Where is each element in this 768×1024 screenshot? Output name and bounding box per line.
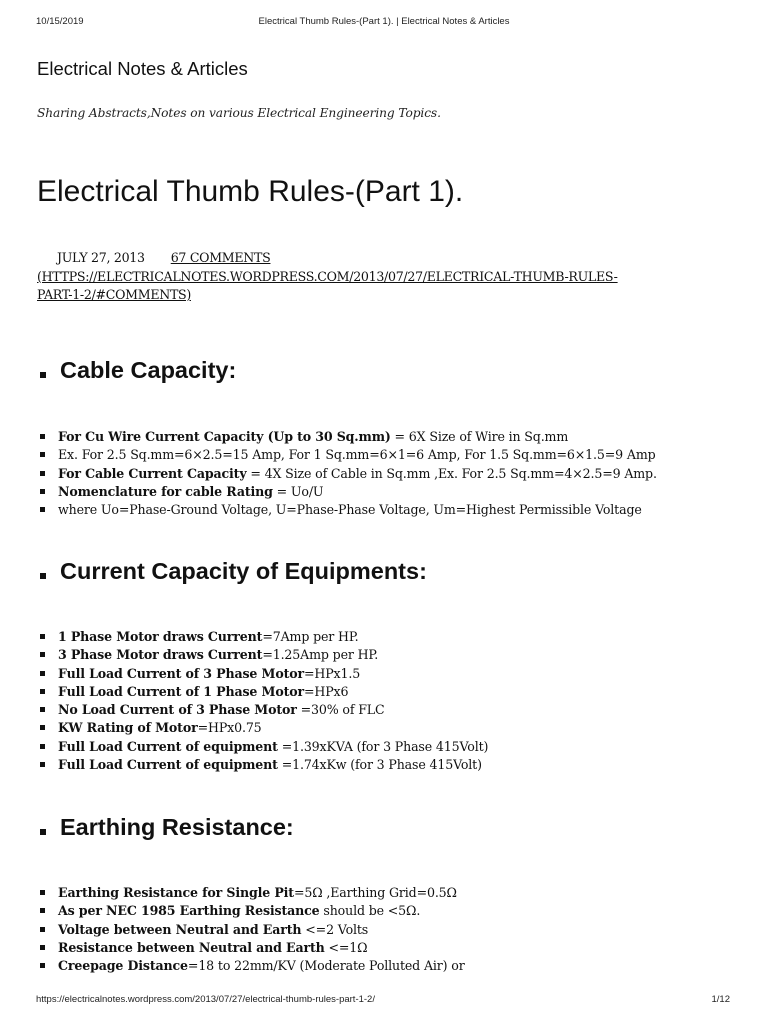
print-page-number: 1/12 <box>711 994 730 1005</box>
section-heading-earthing-resistance <box>40 814 294 841</box>
item-text: =1.25Amp per HP. <box>262 647 379 663</box>
print-page-title: Electrical Thumb Rules-(Part 1). | Electrical Notes & Articles <box>258 16 510 27</box>
list-item <box>40 738 488 756</box>
item-bold: Full Load Current of equipment <box>58 738 278 754</box>
item-bold: For Cu Wire Current Capacity (Up to 30 Sq.mm) <box>58 429 391 444</box>
item-bold: For Cable Current Capacity <box>58 465 247 481</box>
item-text: =HPx6 <box>303 683 349 699</box>
item-text: <=2 Volts <box>301 921 369 937</box>
heading-bullet <box>40 829 46 835</box>
cable-capacity-list <box>40 428 657 519</box>
list-item <box>40 465 657 483</box>
section-heading-text: Earthing Resistance: <box>60 814 294 840</box>
current-capacity-list <box>40 628 488 774</box>
item-bold: No Load Current of 3 Phase Motor <box>58 702 297 718</box>
list-item <box>40 501 657 519</box>
earthing-resistance-list <box>40 884 465 975</box>
item-bold: Nomenclature for cable Rating <box>58 483 273 499</box>
list-item <box>40 665 488 683</box>
item-bold: 3 Phase Motor draws Current <box>58 647 263 663</box>
item-bold: Creepage Distance <box>58 958 188 974</box>
list-item <box>40 719 488 737</box>
print-header <box>0 16 768 36</box>
list-bullet <box>40 762 45 767</box>
item-text: =HPx1.5 <box>303 665 361 681</box>
item-text: =HPx0.75 <box>197 720 262 736</box>
print-footer <box>0 994 768 1014</box>
list-bullet <box>40 634 45 639</box>
comments-link[interactable]: 67 COMMENTS <box>170 250 271 265</box>
item-bold: 1 Phase Motor draws Current <box>58 629 263 644</box>
item-bold: Full Load Current of 1 Phase Motor <box>58 683 304 699</box>
list-bullet <box>40 744 45 749</box>
item-bold: As per NEC 1985 Earthing Resistance <box>58 903 320 919</box>
list-bullet <box>40 945 45 950</box>
post-date: JULY 27, 2013 <box>57 250 145 265</box>
post-meta <box>37 249 737 305</box>
list-item <box>40 884 465 902</box>
list-bullet <box>40 671 45 676</box>
item-bold: Resistance between Neutral and Earth <box>58 939 325 955</box>
site-title[interactable]: Electrical Notes & Articles <box>37 58 248 79</box>
list-item <box>40 902 465 920</box>
item-bold: Voltage between Neutral and Earth <box>58 921 302 937</box>
item-bold: Earthing Resistance for Single Pit <box>58 885 294 900</box>
list-bullet <box>40 707 45 712</box>
list-item <box>40 683 488 701</box>
site-tagline: Sharing Abstracts,Notes on various Electrical Engineering Topics. <box>37 106 441 120</box>
list-bullet <box>40 963 45 968</box>
list-bullet <box>40 927 45 932</box>
post-title: Electrical Thumb Rules-(Part 1). <box>37 175 464 208</box>
comments-url-line-2[interactable]: PART-1-2/#COMMENTS) <box>37 287 191 302</box>
item-text: =1.74xKw (for 3 Phase 415Volt) <box>277 757 482 773</box>
list-bullet <box>40 471 45 476</box>
list-item <box>40 756 488 774</box>
list-item <box>40 428 657 446</box>
heading-bullet <box>40 573 46 579</box>
item-text: = 4X Size of Cable in Sq.mm ,Ex. For 2.5 Sq.mm=4×2.5=9 Amp. <box>246 465 657 481</box>
section-heading-text: Cable Capacity: <box>60 357 237 383</box>
list-item <box>40 646 488 664</box>
section-heading-text: Current Capacity of Equipments: <box>60 558 427 584</box>
list-item <box>40 939 465 957</box>
section-heading-cable-capacity <box>40 357 236 384</box>
item-text: Ex. For 2.5 Sq.mm=6×2.5=15 Amp, For 1 Sq.mm=6×1=6 Amp, For 1.5 Sq.mm=6×1.5=9 Amp <box>58 447 656 463</box>
item-text: = 6X Size of Wire in Sq.mm <box>390 429 569 444</box>
item-text: =5Ω ,Earthing Grid=0.5Ω <box>293 885 457 900</box>
list-bullet <box>40 890 45 895</box>
list-bullet <box>40 507 45 512</box>
item-text: =7Amp per HP. <box>262 629 359 644</box>
list-item <box>40 921 465 939</box>
item-bold: Full Load Current of 3 Phase Motor <box>58 665 304 681</box>
list-bullet <box>40 434 45 439</box>
item-text: should be <5Ω. <box>319 903 421 919</box>
list-bullet <box>40 652 45 657</box>
item-text: where Uo=Phase-Ground Voltage, U=Phase-Phase Voltage, Um=Highest Permissible Voltage <box>58 502 642 518</box>
list-item <box>40 701 488 719</box>
heading-bullet <box>40 372 46 378</box>
list-bullet <box>40 452 45 457</box>
list-bullet <box>40 489 45 494</box>
item-text: =30% of FLC <box>296 702 385 718</box>
list-item <box>40 446 657 464</box>
item-text: =1.39xKVA (for 3 Phase 415Volt) <box>277 738 489 754</box>
section-heading-current-capacity <box>40 558 427 585</box>
item-text: =18 to 22mm/KV (Moderate Polluted Air) or <box>187 958 465 974</box>
item-bold: KW Rating of Motor <box>58 720 198 736</box>
print-url: https://electricalnotes.wordpress.com/2013/07/27/electrical-thumb-rules-part-1-2/ <box>36 994 375 1005</box>
comments-url-line-1[interactable]: (HTTPS://ELECTRICALNOTES.WORDPRESS.COM/2013/07/27/ELECTRICAL-THUMB-RULES- <box>37 268 618 284</box>
item-text: <=1Ω <box>324 939 368 955</box>
list-bullet <box>40 689 45 694</box>
list-bullet <box>40 908 45 913</box>
list-item <box>40 628 488 646</box>
list-item <box>40 957 465 975</box>
list-item <box>40 483 657 501</box>
item-bold: Full Load Current of equipment <box>58 757 278 773</box>
list-bullet <box>40 725 45 730</box>
item-text: = Uo/U <box>272 483 324 499</box>
print-date: 10/15/2019 <box>36 16 84 27</box>
